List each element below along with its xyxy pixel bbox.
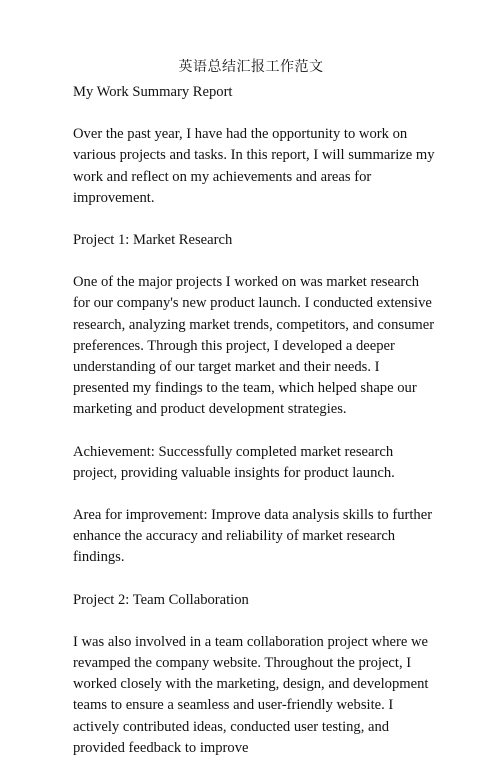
project-2-paragraph: I was also involved in a team collaboration project where we revamped the company website. Throughout the project, I worked closely with the marketing, design, and development teams to ensure a seamless and user-friendly website. I actively contributed ideas, conducted user testing, and provided feedback to improve bbox=[73, 633, 429, 756]
document-title: 英语总结汇报工作范文 bbox=[178, 60, 324, 75]
improvement-paragraph: Area for improvement: Improve data analysis skills to further enhance the accuracy and reliability of market research findings. bbox=[73, 507, 433, 566]
intro-paragraph: Over the past year, I have had the opportunity to work on various projects and tasks. In this report, I will summarize my work and reflect on my achievements and areas for improvement. bbox=[73, 126, 435, 206]
achievement-paragraph: Achievement: Successfully completed market research project, providing valuable insights for product launch. bbox=[73, 443, 395, 481]
project-1-paragraph: One of the major projects I worked on was market research for our company's new product launch. I conducted extensive research, analyzing market trends, competitors, and consumer preferences. Through this project, I developed a deeper understanding of our target market and their needs. I presented my findings to the team, which helped shape our marketing and product development strategies. bbox=[73, 274, 435, 418]
project-1-heading: Project 1: Market Research bbox=[73, 232, 233, 249]
document-body bbox=[73, 82, 435, 780]
report-heading: My Work Summary Report bbox=[73, 84, 233, 100]
project-2-heading: Project 2: Team Collaboration bbox=[73, 591, 249, 608]
